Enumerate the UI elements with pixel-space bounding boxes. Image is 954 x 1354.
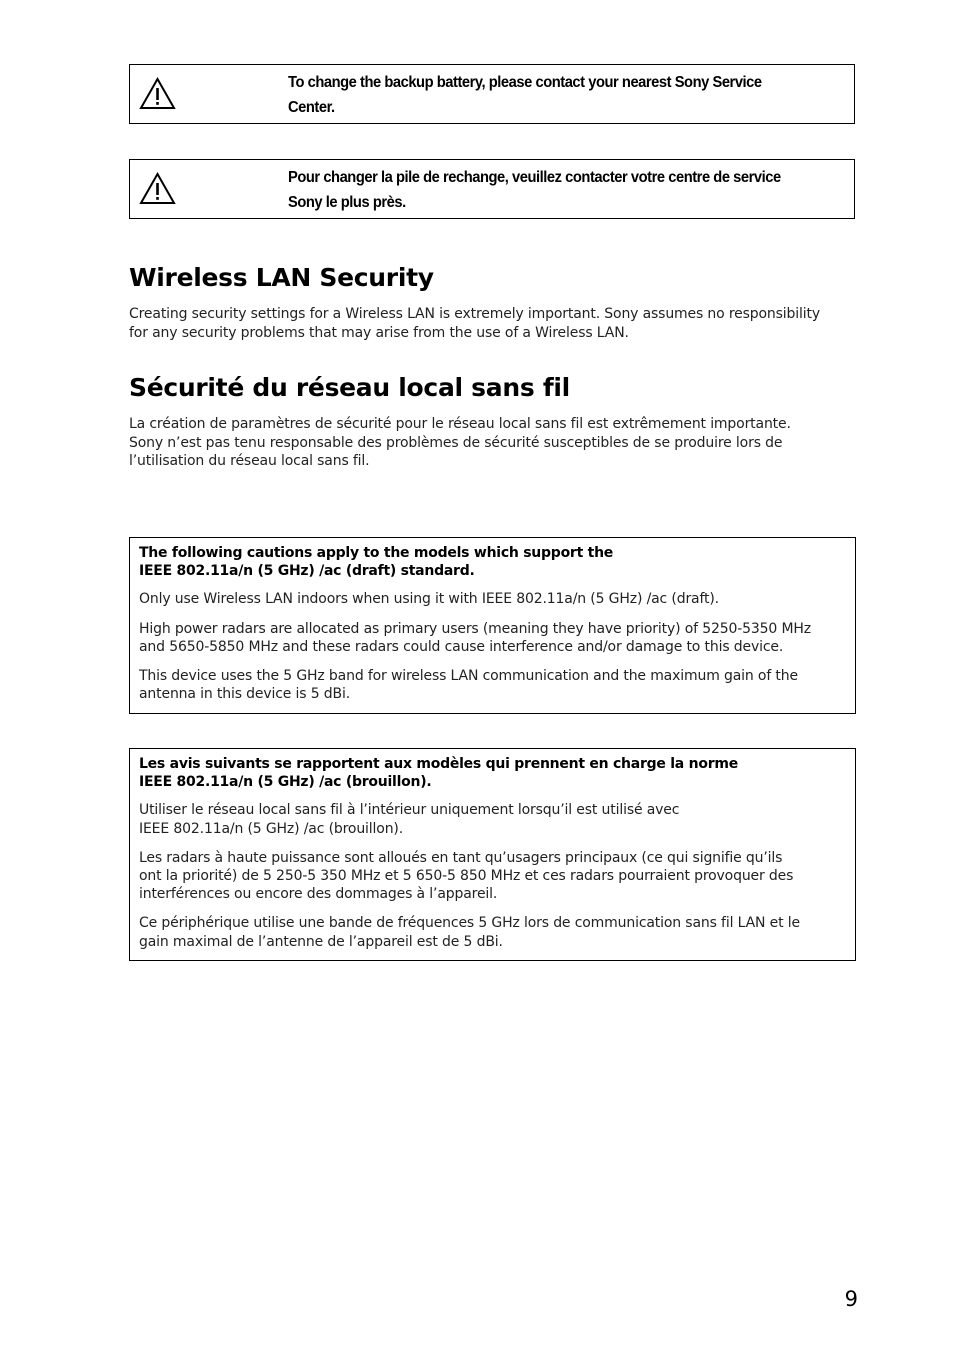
caution-paragraph [139,849,846,904]
warning-line: To change the backup battery, please contact your nearest Sony Service [288,74,762,91]
caution-paragraph [139,667,846,703]
caution-paragraph [139,914,846,950]
page-number: 9 [844,1287,858,1311]
warning-line: Center. [288,99,335,116]
warning-text-en [288,70,840,120]
caution-box-fr [129,748,856,961]
text-line: Creating security settings for a Wireless LAN is extremely important. Sony assumes no responsibility [129,306,820,322]
caution-box-en [129,537,856,714]
section-title-fr: Sécurité du réseau local sans fil [129,373,570,402]
text-line: ont la priorité) de 5 250-5 350 MHz et 5 650-5 850 MHz et ces radars pourraient provoquer des [139,868,794,885]
warning-triangle-icon [139,77,176,110]
warning-box-en [129,64,855,124]
warning-box-fr [129,159,855,219]
warning-line: Sony le plus près. [288,194,406,211]
text-line: Les radars à haute puissance sont alloués en tant qu’usagers principaux (ce qui signifie qu’ils [139,849,783,866]
text-line: Les avis suivants se rapportent aux modèles qui prennent en charge la norme [139,756,738,772]
text-line: Sony n’est pas tenu responsable des problèmes de sécurité susceptibles de se produire lors de [129,434,783,451]
text-line: interférences ou encore des dommages à l’appareil. [139,886,498,903]
text-line: This device uses the 5 GHz band for wireless LAN communication and the maximum gain of the [139,668,798,685]
section-body-fr [129,415,869,471]
text-line: Only use Wireless LAN indoors when using it with IEEE 802.11a/n (5 GHz) /ac (draft). [139,591,719,608]
caution-paragraph [139,590,846,608]
text-line: IEEE 802.11a/n (5 GHz) /ac (draft) standard. [139,563,475,580]
text-line: The following cautions apply to the models which support the [139,545,614,561]
warning-line: Pour changer la pile de rechange, veuillez contacter votre centre de service [288,169,781,186]
text-line: High power radars are allocated as primary users (meaning they have priority) of 5250-5350 MHz [139,620,811,637]
text-line: IEEE 802.11a/n (5 GHz) /ac (brouillon). [139,820,404,837]
text-line: antenna in this device is 5 dBi. [139,686,350,703]
text-line: IEEE 802.11a/n (5 GHz) /ac (brouillon). [139,774,432,791]
text-line: for any security problems that may arise from the use of a Wireless LAN. [129,324,629,341]
caution-paragraph [139,620,846,656]
section-body-en [129,305,869,342]
text-line: l’utilisation du réseau local sans fil. [129,453,370,469]
caution-heading [139,755,846,791]
text-line: Ce périphérique utilise une bande de fréquences 5 GHz lors de communication sans fil LAN et le [139,915,800,932]
caution-paragraph [139,801,846,837]
warning-text-fr [288,165,840,215]
text-line: gain maximal de l’antenne de l’appareil est de 5 dBi. [139,933,503,950]
text-line: Utiliser le réseau local sans fil à l’intérieur uniquement lorsqu’il est utilisé avec [139,802,680,819]
section-title-en: Wireless LAN Security [129,263,434,292]
text-line: and 5650-5850 MHz and these radars could cause interference and/or damage to this device. [139,638,784,655]
text-line: La création de paramètres de sécurité pour le réseau local sans fil est extrêmement importante. [129,416,791,432]
warning-triangle-icon [139,172,176,205]
caution-heading [139,544,846,580]
